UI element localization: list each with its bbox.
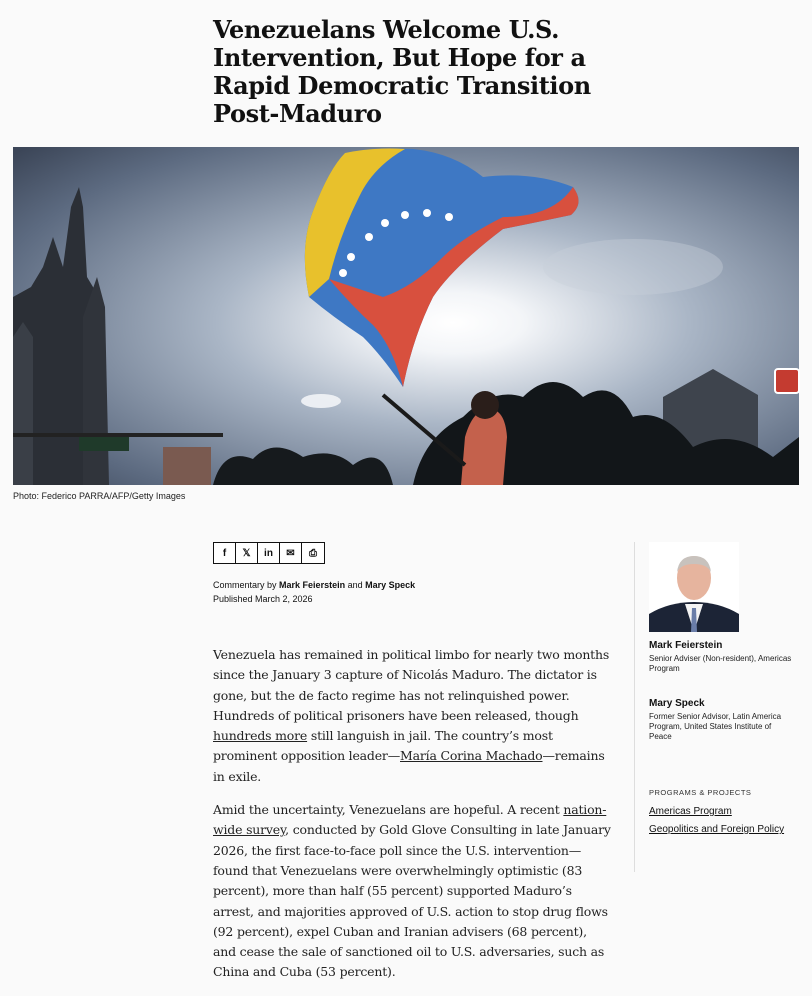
share-toolbar	[213, 542, 325, 564]
sidebar-author-2-title: Former Senior Advisor, Latin America Program, United States Institute of Peace	[649, 712, 782, 741]
paragraph-text: —remains in exile.	[213, 748, 605, 784]
published-date: Published March 2, 2026	[213, 594, 313, 604]
sidebar-author-1-title: Senior Adviser (Non-resident), Americas Program	[649, 654, 792, 673]
sidebar-author-2-name[interactable]: Mary Speck	[649, 698, 705, 709]
linkedin-share-button[interactable]	[258, 543, 280, 563]
byline-prefix: Commentary by	[213, 580, 277, 590]
byline-and: and	[347, 580, 363, 590]
email-icon: ✉	[286, 547, 295, 559]
photo-credit: Photo: Federico PARRA/AFP/Getty Images	[13, 491, 186, 501]
program-link-geopolitics[interactable]: Geopolitics and Foreign Policy	[649, 824, 785, 835]
facebook-share-button[interactable]	[214, 543, 236, 563]
print-button[interactable]	[302, 543, 324, 563]
article-headline: Venezuelans Welcome U.S. Intervention, But Hope for a Rapid Democratic Transition Post-Maduro	[213, 15, 591, 128]
byline	[213, 578, 415, 606]
email-share-button[interactable]	[280, 543, 302, 563]
x-share-button[interactable]	[236, 543, 258, 563]
authors-sidebar	[634, 542, 794, 872]
maria-corina-machado-link[interactable]: María Corina Machado	[400, 748, 543, 764]
paragraph-text: Venezuela has remained in political limbo for nearly two months since the January 3 capture of Nicolás Maduro. The dictator is gone, but the de facto regime has not relinquished power. Hundreds of political prisoners have been released, though	[213, 647, 610, 723]
x-icon: 𝕏	[242, 547, 251, 559]
hundreds-more-link[interactable]: hundreds more	[213, 728, 308, 744]
sidebar-author-1-name[interactable]: Mark Feierstein	[649, 640, 723, 651]
print-icon: ⎙	[309, 547, 317, 559]
article-body	[213, 645, 613, 996]
hero-photo	[13, 147, 799, 485]
programs-heading: PROGRAMS & PROJECTS	[649, 788, 752, 797]
program-link-americas[interactable]: Americas Program	[649, 806, 732, 817]
paragraph-text: Amid the uncertainty, Venezuelans are hopeful. A recent	[213, 802, 564, 818]
byline-author-1[interactable]: Mark Feierstein	[279, 580, 346, 590]
linkedin-icon: in	[264, 547, 273, 559]
venezuela-flag-photo	[13, 147, 799, 485]
author-photo-mark-feierstein[interactable]	[649, 542, 739, 632]
facebook-icon: f	[222, 547, 227, 559]
article-paragraph	[213, 800, 613, 983]
paragraph-text: still languish in jail. The country’s most prominent opposition leader—	[213, 728, 553, 764]
nation-wide-survey-link[interactable]: nation-wide survey	[213, 802, 607, 838]
article-paragraph	[213, 645, 613, 787]
byline-author-2[interactable]: Mary Speck	[365, 580, 416, 590]
paragraph-text: , conducted by Gold Glove Consulting in late January 2026, the first face-to-face poll since the U.S. intervention—found that Venezuelans were overwhelmingly optimistic (83 percent), more than half (55 percent) supported Maduro’s arrest, and majorities approved of U.S. action to stop drug flows (92 percent), expel Cuban and Iranian advisers (68 percent), and cease the sale of sanctioned oil to U.S. adversaries, such as China and Cuba (53 percent).	[213, 822, 611, 980]
